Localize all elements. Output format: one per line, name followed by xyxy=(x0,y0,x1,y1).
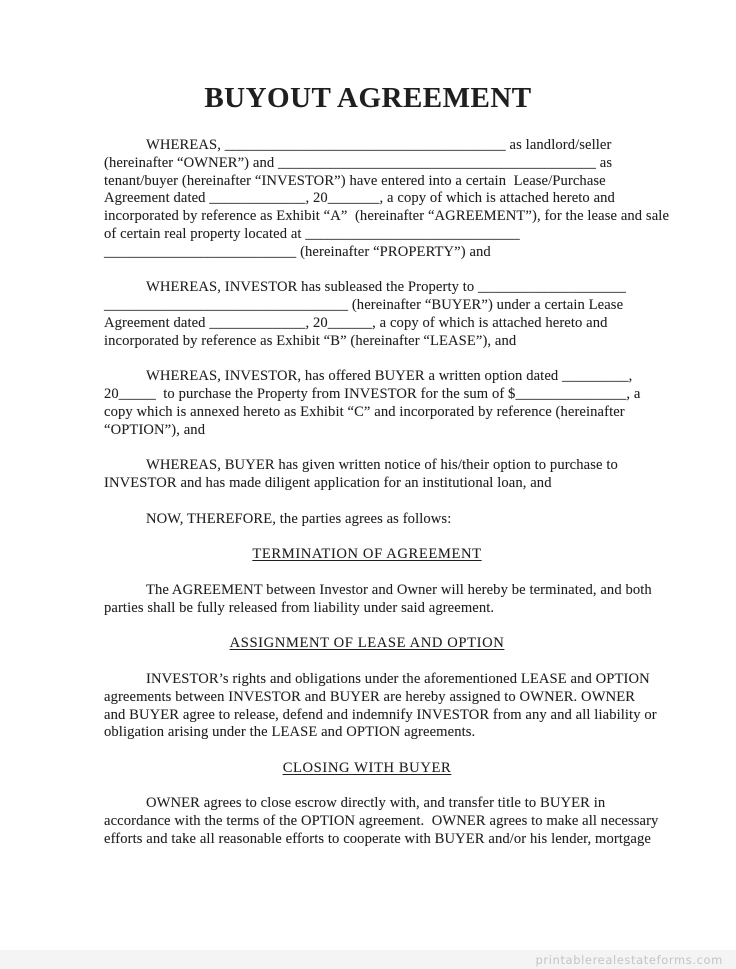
text-line: Agreement dated _____________, 20______, a copy of which is attached hereto and xyxy=(104,314,608,331)
section-heading-text: ASSIGNMENT OF LEASE AND OPTION xyxy=(229,635,505,652)
text-line: __________________________ (hereinafter “PROPERTY”) and xyxy=(104,243,491,260)
section-heading xyxy=(104,546,630,564)
text-line: OWNER agrees to close escrow directly with, and transfer title to BUYER in xyxy=(146,795,606,812)
text-line: accordance with the terms of the OPTION agreement. OWNER agrees to make all necessary xyxy=(104,813,659,830)
text-line: (hereinafter “OWNER”) and ___________________________________________ as xyxy=(104,154,613,171)
paragraph xyxy=(104,368,641,439)
text-line: _________________________________ (hereinafter “BUYER”) under a certain Lease xyxy=(104,297,624,314)
text-line: parties shall be fully released from liability under said agreement. xyxy=(104,599,495,616)
section-heading xyxy=(104,760,630,778)
text-line: agreements between INVESTOR and BUYER are hereby assigned to OWNER. OWNER xyxy=(104,688,636,705)
section-heading xyxy=(104,635,630,653)
text-line: and BUYER agree to release, defend and indemnify INVESTOR from any and all liability or xyxy=(104,706,657,723)
text-line: Agreement dated _____________, 20_______, a copy of which is attached hereto and xyxy=(104,190,615,207)
footer-watermark-bar xyxy=(0,950,736,969)
text-line: of certain real property located at _____________________________ xyxy=(104,225,520,242)
paragraph xyxy=(104,137,670,262)
text-line: WHEREAS, ______________________________________ as landlord/seller xyxy=(146,137,612,153)
text-line: obligation arising under the LEASE and OPTION agreements. xyxy=(104,724,476,741)
paragraph xyxy=(104,457,630,493)
paragraph xyxy=(104,795,659,848)
text-line: “OPTION”), and xyxy=(104,421,206,438)
text-line: INVESTOR and has made diligent application for an institutional loan, and xyxy=(104,475,552,492)
document-title: BUYOUT AGREEMENT xyxy=(204,82,532,114)
text-line: NOW, THEREFORE, the parties agrees as follows: xyxy=(146,510,452,527)
text-line: WHEREAS, INVESTOR, has offered BUYER a written option dated _________, xyxy=(146,368,633,385)
footer-watermark-text: printablerealestateforms.com xyxy=(535,953,723,967)
text-line: WHEREAS, INVESTOR has subleased the Property to ____________________ xyxy=(146,279,626,296)
paragraph xyxy=(104,670,657,742)
document-body xyxy=(0,137,736,849)
text-line: tenant/buyer (hereinafter “INVESTOR”) have entered into a certain Lease/Purchase xyxy=(104,172,606,189)
text-line: 20_____ to purchase the Property from INVESTOR for the sum of $_______________, a xyxy=(104,386,641,403)
text-line: incorporated by reference as Exhibit “A” (hereinafter “AGREEMENT”), for the lease and sale xyxy=(104,208,670,225)
text-line: WHEREAS, BUYER has given written notice of his/their option to purchase to xyxy=(146,457,618,474)
text-line: incorporated by reference as Exhibit “B” (hereinafter “LEASE”), and xyxy=(104,332,517,349)
paragraph xyxy=(104,511,630,529)
section-heading-text: TERMINATION OF AGREEMENT xyxy=(252,546,482,563)
section-heading-text: CLOSING WITH BUYER xyxy=(282,759,452,776)
text-line: copy which is annexed hereto as Exhibit “C” and incorporated by reference (hereinafter xyxy=(104,403,625,420)
paragraph xyxy=(104,581,652,618)
text-line: INVESTOR’s rights and obligations under the aforementioned LEASE and OPTION xyxy=(146,670,650,687)
text-line: efforts and take all reasonable efforts to cooperate with BUYER and/or his lender, mortgage xyxy=(104,831,651,848)
paragraph xyxy=(104,279,630,350)
text-line: The AGREEMENT between Investor and Owner will hereby be terminated, and both xyxy=(146,581,652,598)
